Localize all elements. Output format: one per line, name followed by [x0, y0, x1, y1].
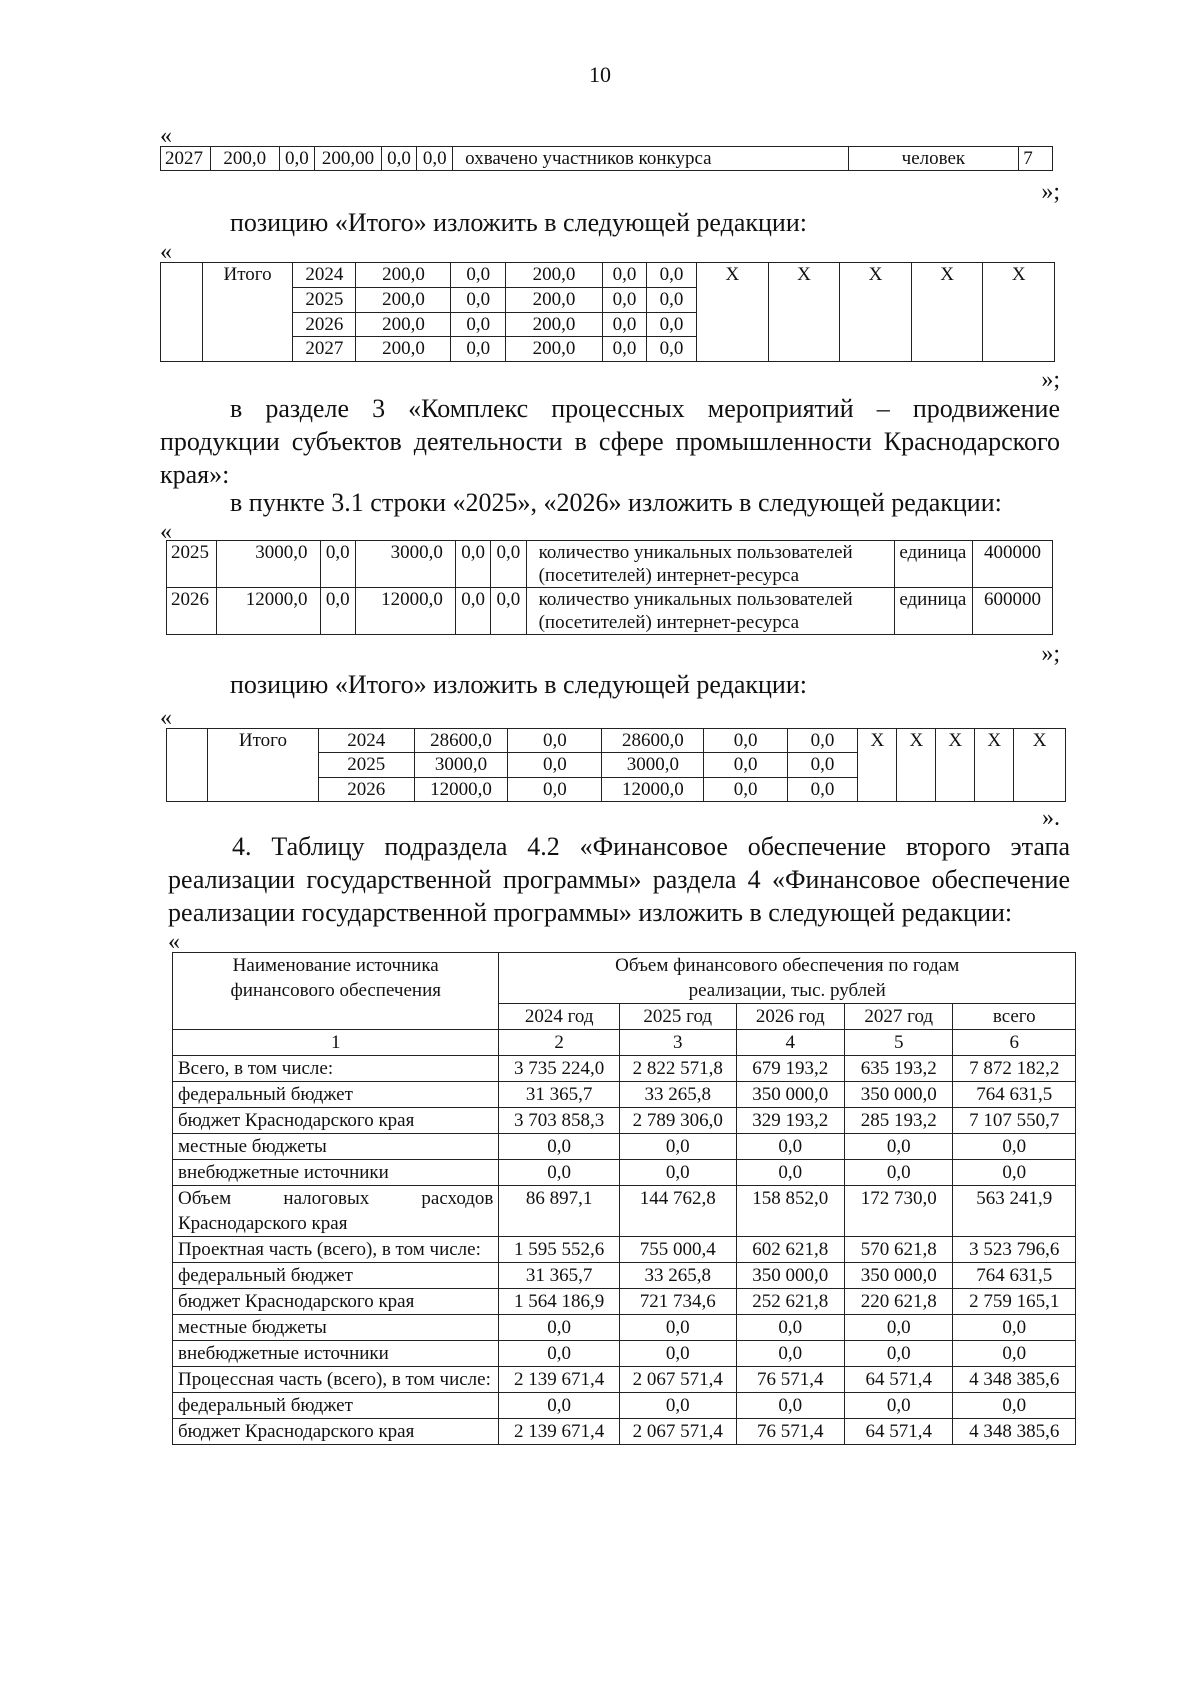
amount-cell: 33 265,8	[619, 1263, 736, 1289]
value-cell: 0,0	[603, 312, 647, 337]
column-number: 3	[619, 1030, 736, 1056]
source-label: Всего, в том числе:	[173, 1056, 499, 1082]
indicator-cell: охвачено участников конкурса	[453, 147, 848, 171]
x-cell: Х	[858, 729, 897, 802]
x-cell: Х	[975, 729, 1014, 802]
amount-cell: 172 730,0	[845, 1186, 953, 1237]
value-cell: 12000,0	[355, 588, 455, 635]
value-cell: 0,0	[787, 753, 858, 777]
value-cell: 400000	[973, 541, 1053, 588]
value-cell: 200,0	[211, 147, 279, 171]
year-cell: 2026	[167, 588, 217, 635]
amount-cell: 570 621,8	[845, 1237, 953, 1263]
paragraph-section3-line2: продукции субъектов деятельности в сфере промышленности Краснодарского	[160, 427, 1060, 456]
table-row	[173, 1134, 1076, 1160]
source-label: федеральный бюджет	[173, 1082, 499, 1108]
indicator-cell	[526, 541, 895, 588]
table-row	[167, 588, 1053, 635]
amount-cell: 0,0	[619, 1393, 736, 1419]
year-header: 2027 год	[845, 1004, 953, 1030]
amount-cell: 158 852,0	[736, 1186, 844, 1237]
value-cell: 3000,0	[355, 541, 455, 588]
amount-cell: 31 365,7	[499, 1263, 620, 1289]
value-cell: 12000,0	[216, 588, 320, 635]
amount-cell: 350 000,0	[845, 1082, 953, 1108]
value-cell: 0,0	[455, 588, 490, 635]
value-cell: 200,0	[356, 263, 451, 288]
value-cell: 0,0	[704, 729, 787, 753]
year-header: 2025 год	[619, 1004, 736, 1030]
year-cell: 2025	[293, 287, 356, 312]
open-quote: «	[160, 239, 172, 265]
amount-cell: 0,0	[499, 1160, 620, 1186]
table-row	[173, 1367, 1076, 1393]
value-cell: 28600,0	[602, 729, 704, 753]
row-2027-table	[160, 146, 1053, 171]
value-cell: 0,0	[508, 753, 602, 777]
source-label: Проектная часть (всего), в том числе:	[173, 1237, 499, 1263]
paragraph-item4-line2: реализации государственной программы» раздела 4 «Финансовое обеспечение	[168, 865, 1070, 894]
amount-cell: 0,0	[953, 1315, 1076, 1341]
amount-cell: 0,0	[499, 1315, 620, 1341]
open-quote: «	[160, 519, 172, 545]
source-label: внебюджетные источники	[173, 1341, 499, 1367]
amount-cell: 755 000,4	[619, 1237, 736, 1263]
table-row	[173, 1186, 1076, 1237]
amount-cell: 0,0	[845, 1160, 953, 1186]
point31-table	[166, 540, 1053, 635]
value-cell: 200,00	[315, 147, 381, 171]
amount-cell: 76 571,4	[736, 1419, 844, 1445]
value-cell: 0,0	[603, 263, 647, 288]
amount-cell: 0,0	[953, 1341, 1076, 1367]
close-quote: »;	[1041, 641, 1060, 667]
value-cell: 0,0	[603, 287, 647, 312]
x-cell: Х	[911, 263, 983, 362]
table-row	[173, 1263, 1076, 1289]
source-label: Процессная часть (всего), в том числе:	[173, 1367, 499, 1393]
unit-cell: человек	[848, 147, 1019, 171]
value-cell: 200,0	[505, 312, 602, 337]
value-cell: 200,0	[356, 287, 451, 312]
value-cell: 0,0	[508, 777, 602, 801]
value-cell: 3000,0	[216, 541, 320, 588]
value-cell: 3000,0	[602, 753, 704, 777]
source-header	[173, 953, 499, 1030]
amount-cell: 2 822 571,8	[619, 1056, 736, 1082]
column-number-row	[173, 1030, 1076, 1056]
amount-cell: 764 631,5	[953, 1082, 1076, 1108]
close-quote: ».	[1042, 805, 1060, 831]
amount-cell: 3 703 858,3	[499, 1108, 620, 1134]
amount-cell: 764 631,5	[953, 1263, 1076, 1289]
column-number: 1	[173, 1030, 499, 1056]
value-cell: 0,0	[704, 777, 787, 801]
year-header: 2026 год	[736, 1004, 844, 1030]
table-row	[173, 1341, 1076, 1367]
table-row	[167, 729, 1066, 753]
indicator-cell	[526, 588, 895, 635]
indicator-line: количество уникальных пользователей	[538, 542, 853, 563]
year-cell: 2027	[293, 337, 356, 362]
source-label: бюджет Краснодарского края	[173, 1289, 499, 1315]
amount-cell: 679 193,2	[736, 1056, 844, 1082]
paragraph-section3-line1: в разделе 3 «Комплекс процессных мероприятий – продвижение	[230, 394, 1060, 423]
amount-cell: 7 872 182,2	[953, 1056, 1076, 1082]
header-line: реализации, тыс. рублей	[688, 980, 886, 1001]
source-label: местные бюджеты	[173, 1315, 499, 1341]
amount-cell: 33 265,8	[619, 1082, 736, 1108]
x-cell: Х	[768, 263, 840, 362]
year-cell: 2027	[161, 147, 211, 171]
year-header: 2024 год	[499, 1004, 620, 1030]
amount-cell: 31 365,7	[499, 1082, 620, 1108]
amount-cell: 3 735 224,0	[499, 1056, 620, 1082]
indicator-line: (посетителей) интернет-ресурса	[538, 612, 800, 633]
amount-cell: 0,0	[845, 1315, 953, 1341]
volume-header	[499, 953, 1076, 1004]
paragraph-item4-line1: 4. Таблицу подраздела 4.2 «Финансовое обеспечение второго этапа	[232, 832, 1070, 861]
value-cell: 0,0	[451, 263, 505, 288]
source-label: местные бюджеты	[173, 1134, 499, 1160]
paragraph-itogo-2: позицию «Итого» изложить в следующей редакции:	[230, 670, 807, 699]
paragraph-point31: в пункте 3.1 строки «2025», «2026» изложить в следующей редакции:	[230, 488, 1002, 517]
x-cell: Х	[840, 263, 912, 362]
amount-cell: 2 789 306,0	[619, 1108, 736, 1134]
unit-cell: единица	[895, 588, 973, 635]
amount-cell: 76 571,4	[736, 1367, 844, 1393]
value-cell: 200,0	[505, 287, 602, 312]
amount-cell: 350 000,0	[736, 1263, 844, 1289]
unit-cell: единица	[895, 541, 973, 588]
table-header-row	[173, 953, 1076, 1004]
close-quote: »;	[1041, 179, 1060, 205]
x-cell: Х	[936, 729, 975, 802]
column-number: 2	[499, 1030, 620, 1056]
itogo-label: Итого	[208, 729, 319, 802]
amount-cell: 0,0	[499, 1341, 620, 1367]
value-cell: 0,0	[455, 541, 490, 588]
value-cell: 0,0	[417, 147, 453, 171]
amount-cell: 721 734,6	[619, 1289, 736, 1315]
amount-cell: 0,0	[499, 1134, 620, 1160]
amount-cell: 0,0	[845, 1341, 953, 1367]
value-cell: 0,0	[491, 541, 526, 588]
table-row	[173, 1082, 1076, 1108]
amount-cell: 3 523 796,6	[953, 1237, 1076, 1263]
amount-cell: 329 193,2	[736, 1108, 844, 1134]
table-row	[173, 1289, 1076, 1315]
open-quote: «	[168, 929, 180, 955]
header-line: Наименование источника	[232, 955, 439, 976]
value-cell: 0,0	[451, 337, 505, 362]
value-cell: 200,0	[505, 263, 602, 288]
paragraph-itogo-1: позицию «Итого» изложить в следующей редакции:	[230, 208, 807, 237]
value-cell: 0,0	[603, 337, 647, 362]
value-cell: 0,0	[646, 287, 696, 312]
x-cell: Х	[983, 263, 1055, 362]
header-line: финансового обеспечения	[230, 980, 441, 1001]
amount-cell: 0,0	[845, 1393, 953, 1419]
amount-cell: 0,0	[499, 1393, 620, 1419]
value-cell: 200,0	[356, 312, 451, 337]
value-cell: 3000,0	[414, 753, 508, 777]
amount-cell: 2 759 165,1	[953, 1289, 1076, 1315]
table-row	[173, 1393, 1076, 1419]
year-cell: 2024	[293, 263, 356, 288]
amount-cell: 0,0	[736, 1134, 844, 1160]
value-cell: 0,0	[646, 337, 696, 362]
value-cell: 0,0	[787, 729, 858, 753]
value-cell: 0,0	[646, 312, 696, 337]
amount-cell: 252 621,8	[736, 1289, 844, 1315]
value-cell: 28600,0	[414, 729, 508, 753]
amount-cell: 0,0	[953, 1160, 1076, 1186]
value-cell: 0,0	[704, 753, 787, 777]
amount-cell: 86 897,1	[499, 1186, 620, 1237]
empty-cell	[161, 263, 203, 362]
value-cell: 12000,0	[414, 777, 508, 801]
amount-cell: 2 139 671,4	[499, 1419, 620, 1445]
amount-cell: 350 000,0	[736, 1082, 844, 1108]
value-cell: 0,0	[279, 147, 315, 171]
paragraph-section3-line3: края»:	[160, 460, 230, 489]
header-line: Объем финансового обеспечения по годам	[615, 955, 960, 976]
financial-table	[172, 952, 1076, 1445]
financial-table-body	[173, 1056, 1076, 1445]
table-row	[173, 1108, 1076, 1134]
amount-cell: 0,0	[736, 1160, 844, 1186]
table-row	[161, 147, 1053, 171]
year-cell: 2025	[318, 753, 414, 777]
column-number: 4	[736, 1030, 844, 1056]
amount-cell: 0,0	[953, 1134, 1076, 1160]
amount-cell: 0,0	[619, 1160, 736, 1186]
itogo-label: Итого	[202, 263, 293, 362]
amount-cell: 2 067 571,4	[619, 1419, 736, 1445]
value-cell: 0,0	[381, 147, 417, 171]
itogo-table-1	[160, 262, 1055, 362]
amount-cell: 0,0	[953, 1393, 1076, 1419]
amount-cell: 64 571,4	[845, 1419, 953, 1445]
table-row	[173, 1315, 1076, 1341]
paragraph-item4-line3: реализации государственной программы» изложить в следующей редакции:	[168, 898, 1013, 927]
amount-cell: 0,0	[619, 1315, 736, 1341]
source-label: бюджет Краснодарского края	[173, 1108, 499, 1134]
table-row	[173, 1419, 1076, 1445]
source-label: федеральный бюджет	[173, 1393, 499, 1419]
value-cell: 0,0	[320, 541, 355, 588]
amount-cell: 64 571,4	[845, 1367, 953, 1393]
amount-cell: 4 348 385,6	[953, 1419, 1076, 1445]
value-cell: 0,0	[451, 287, 505, 312]
amount-cell: 563 241,9	[953, 1186, 1076, 1237]
column-number: 5	[845, 1030, 953, 1056]
amount-cell: 602 621,8	[736, 1237, 844, 1263]
x-cell: Х	[897, 729, 936, 802]
value-cell: 0,0	[508, 729, 602, 753]
amount-cell: 0,0	[736, 1315, 844, 1341]
amount-cell: 2 139 671,4	[499, 1367, 620, 1393]
amount-cell: 0,0	[736, 1341, 844, 1367]
amount-cell: 0,0	[619, 1341, 736, 1367]
source-label: федеральный бюджет	[173, 1263, 499, 1289]
amount-cell: 220 621,8	[845, 1289, 953, 1315]
amount-cell: 0,0	[845, 1134, 953, 1160]
year-cell: 2024	[318, 729, 414, 753]
column-number: 6	[953, 1030, 1076, 1056]
value-cell: 0,0	[787, 777, 858, 801]
amount-cell: 635 193,2	[845, 1056, 953, 1082]
year-cell: 2026	[318, 777, 414, 801]
amount-cell: 4 348 385,6	[953, 1367, 1076, 1393]
table-row	[161, 263, 1055, 288]
amount-cell: 144 762,8	[619, 1186, 736, 1237]
value-cell: 12000,0	[602, 777, 704, 801]
amount-cell: 350 000,0	[845, 1263, 953, 1289]
page-number: 10	[589, 62, 611, 87]
indicator-line: количество уникальных пользователей	[538, 589, 853, 610]
year-cell: 2025	[167, 541, 217, 588]
value-cell: 0,0	[491, 588, 526, 635]
amount-cell: 0,0	[619, 1134, 736, 1160]
value-cell: 200,0	[505, 337, 602, 362]
table-row	[173, 1056, 1076, 1082]
x-cell: Х	[697, 263, 769, 362]
value-cell: 0,0	[646, 263, 696, 288]
amount-cell: 2 067 571,4	[619, 1367, 736, 1393]
x-cell: Х	[1014, 729, 1066, 802]
amount-cell: 0,0	[736, 1393, 844, 1419]
open-quote: «	[160, 705, 172, 731]
source-label: внебюджетные источники	[173, 1160, 499, 1186]
amount-cell: 285 193,2	[845, 1108, 953, 1134]
source-label: Объем налоговых расходов Краснодарского края	[173, 1186, 499, 1237]
value-cell: 200,0	[356, 337, 451, 362]
source-label: бюджет Краснодарского края	[173, 1419, 499, 1445]
close-quote: »;	[1041, 367, 1060, 393]
value-cell: 0,0	[451, 312, 505, 337]
value-cell: 7	[1019, 147, 1053, 171]
empty-cell	[167, 729, 208, 802]
year-cell: 2026	[293, 312, 356, 337]
amount-cell: 7 107 550,7	[953, 1108, 1076, 1134]
value-cell: 600000	[973, 588, 1053, 635]
year-header: всего	[953, 1004, 1076, 1030]
amount-cell: 1 564 186,9	[499, 1289, 620, 1315]
table-row	[173, 1237, 1076, 1263]
amount-cell: 1 595 552,6	[499, 1237, 620, 1263]
table-row	[167, 541, 1053, 588]
open-quote: «	[160, 123, 172, 149]
value-cell: 0,0	[320, 588, 355, 635]
indicator-line: (посетителей) интернет-ресурса	[538, 565, 800, 586]
table-row	[173, 1160, 1076, 1186]
itogo-table-2	[166, 728, 1066, 802]
